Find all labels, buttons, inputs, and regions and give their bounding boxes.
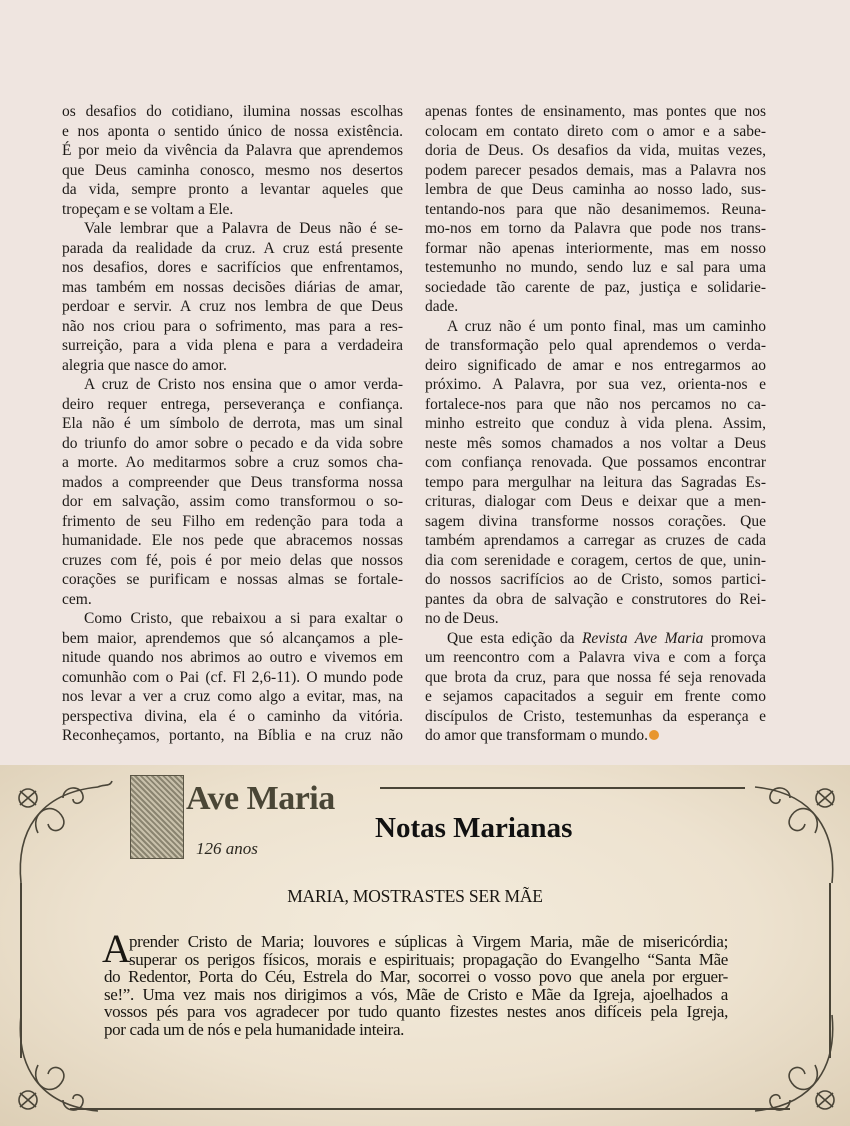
text-line: cruzes com fé, pois é por meio delas que nossos	[62, 551, 403, 569]
paragraph	[425, 317, 766, 629]
paragraph	[62, 219, 403, 375]
text-line: apenas fontes de ensinamento, mas pontes que nos	[425, 103, 766, 120]
text-line: Que esta edição da Revista Ave Maria promova	[447, 629, 766, 647]
text-line: nos desafios, dores e sacrifícios que enfrentamos,	[62, 259, 403, 276]
text-line: comunhão com o Pai (cf. Fl 2,6-11). O mundo pode	[62, 668, 403, 686]
text-line: tempo para mergulhar na leitura das Sagradas Es-	[425, 473, 766, 491]
text-line: frimento de seu Filho em redenção para toda a	[62, 512, 403, 530]
text-line: colocam em contato direto com o amor e a sabe-	[425, 122, 766, 140]
text-line: É por meio da vivência da Palavra que aprendemos	[62, 142, 403, 159]
paragraph	[62, 609, 403, 746]
text-line: A cruz de Cristo nos ensina que o amor verda-	[84, 376, 403, 393]
text-line: dia com serenidade e coragem, certos de que, unin-	[425, 551, 766, 569]
text-line: próximo. A Palavra, por sua vez, orienta-nos e	[425, 376, 766, 393]
text-line: perspectiva divina, ela é o caminho da vitória.	[62, 707, 403, 725]
text-line: do Redentor, Porta do Céu, Estrela do Mar, socorrei o vosso povo que anela por erguer-	[104, 968, 728, 986]
text-line: neste mês somos chamados a nos voltar a Deus	[425, 434, 766, 452]
text-line: Ela não é um símbolo de derrota, mas um sinal	[62, 415, 403, 432]
text-line: sociedade tão carente de paz, justiça e solidarie-	[425, 278, 766, 296]
text-line: também aprendamos a carregar as cruzes de cada	[425, 532, 766, 549]
text-line: sagem divina transforme nossos corações. Que	[425, 512, 766, 530]
text-line: dor em salvação, assim como transformou o so-	[62, 493, 403, 510]
paragraph	[62, 375, 403, 609]
drop-cap: A	[102, 926, 131, 971]
corner-ornament-icon	[8, 773, 118, 888]
ave-maria-logo	[130, 775, 350, 861]
text-line: deiro requer entrega, perseverança e confiança.	[62, 395, 403, 413]
text-line: mo-nos em torno da Palavra que pode nos trans-	[425, 220, 766, 237]
text-line: mas também em nossas decisões diárias de amar,	[62, 278, 403, 296]
logo-engraving-image	[130, 775, 184, 859]
text-line: um reencontro com a Palavra viva e com a força	[425, 649, 766, 666]
section-title: Notas Marianas	[375, 812, 573, 844]
frame-top-rule	[380, 787, 745, 789]
text-line: corações se purificam e nossas almas se fortale-	[62, 571, 403, 588]
text-line: fortalece-nos para que não nos percamos no ca-	[425, 395, 766, 413]
text-line: do triunfo do amor sobre o pecado e da vida sobre	[62, 434, 403, 452]
text-line: os desafios do cotidiano, ilumina nossas escolhas	[62, 103, 403, 120]
article-column-2	[425, 102, 766, 746]
text-line: da vida, sempre pronto a levantar aqueles que	[62, 181, 403, 198]
text-line: lembra de que Deus caminha ao nosso lado, sus-	[425, 181, 766, 198]
frame-bottom-rule	[70, 1108, 790, 1110]
notas-subtitle: MARIA, MOSTRASTES SER MÃE	[287, 886, 543, 906]
text-line: que brota da cruz, para que nossa fé seja renovada	[425, 668, 766, 686]
end-mark-icon	[649, 730, 659, 740]
text-line: Como Cristo, que rebaixou a si para exaltar o	[84, 610, 403, 627]
paragraph	[425, 102, 766, 317]
text-line: testemunho no mundo, sendo luz e sal para uma	[425, 259, 766, 276]
corner-ornament-icon	[735, 1010, 845, 1125]
text-line: doria de Deus. Os desafios da vida, muitas vezes,	[425, 142, 766, 159]
text-line: no de Deus.	[425, 610, 499, 627]
text-line: de transformação pelo qual aprendemos o verda-	[425, 337, 766, 354]
text-line: nos levar a ver a cruz como algo a evitar, mas, na	[62, 688, 403, 705]
notas-marianas-panel	[0, 765, 850, 1126]
text-line: alegria que nasce do amor.	[62, 356, 227, 374]
paragraph	[62, 102, 403, 219]
text-line: que Deus caminha conosco, mesmo nos desertos	[62, 161, 403, 179]
text-line: por cada um de nós e pela humanidade inteira.	[104, 1020, 405, 1039]
text-line: deiro significado de amar e nos entregarmos ao	[425, 356, 766, 374]
text-line: pantes da obra de salvação e construtores do Rei-	[425, 590, 766, 608]
text-line: não nos criou para o sofrimento, mas para a res-	[62, 317, 403, 335]
text-line: e sejamos capacitados a seguir em frente como	[425, 688, 766, 705]
text-line: prender Cristo de Maria; louvores e súplicas à Virgem Maria, mãe de misericórdia;	[129, 933, 728, 951]
text-line: crituras, dialogar com Deus e deixar que a men-	[425, 493, 766, 510]
logo-years: 126 anos	[196, 839, 258, 858]
text-line: Reconheçamos, portanto, na Bíblia e na cruz não	[62, 727, 403, 744]
corner-ornament-icon	[8, 1010, 118, 1125]
text-line: A cruz não é um ponto final, mas um caminho	[447, 317, 766, 335]
text-line: se!”. Uma vez mais nos dirigimos a vós, Mãe de Cristo e Mãe da Igreja, ajoelhados a	[104, 985, 728, 1004]
text-line: discípulos de Cristo, testemunhas da esperança e	[425, 707, 766, 725]
text-line: tentando-nos para que não desanimemos. Reuna-	[425, 200, 766, 218]
text-line: mados a compreender que Deus transforma nossa	[62, 473, 403, 491]
text-line: dade.	[425, 298, 459, 315]
notas-body	[102, 926, 728, 1039]
text-line: surreição, para a vida plena e para a verdadeira	[62, 337, 403, 354]
text-line: parada da realidade da cruz. A cruz está presente	[62, 239, 403, 257]
text-line: bem maior, aprendemos que só alcançamos a ple-	[62, 629, 403, 647]
text-line: do amor que transformam o mundo.	[425, 726, 766, 746]
text-line: cem.	[62, 590, 92, 608]
text-line: podem parecer pesados demais, mas a Palavra nos	[425, 161, 766, 179]
text-line: superar os perigos físicos, morais e espirituais; propagação do Evangelho “Santa Mãe	[129, 950, 728, 969]
text-line: com confiança renovada. Que possamos encontrar	[425, 454, 766, 471]
article-column-1	[62, 102, 403, 746]
text-line: perdoar e servir. A cruz nos lembra de que Deus	[62, 298, 403, 315]
text-line: humanidade. Ele nos pede que abracemos nossas	[62, 532, 403, 549]
text-line: do nossos sacrifícios ao de Cristo, somos partici-	[425, 571, 766, 588]
text-line: e nos aponta o sentido único de nossa existência.	[62, 122, 403, 140]
text-line: formar não apenas interiormente, mas em nosso	[425, 239, 766, 257]
paragraph	[425, 629, 766, 746]
corner-ornament-icon	[735, 773, 845, 888]
text-line: minho estreito que conduz à vida plena. Assim,	[425, 415, 766, 432]
text-line: a morte. Ao meditarmos sobre a cruz somos cha-	[62, 454, 403, 471]
text-line: Vale lembrar que a Palavra de Deus não é se-	[84, 220, 403, 237]
text-line: vossos pés para vos agradecer por tudo quanto fizestes nestes anos difíceis pela Igreja,	[104, 1003, 728, 1021]
logo-title: Ave Maria	[186, 780, 335, 817]
text-line: nitude quando nos abrimos ao outro e vivemos em	[62, 649, 403, 666]
text-line: tropeçam e se voltam a Ele.	[62, 200, 234, 218]
